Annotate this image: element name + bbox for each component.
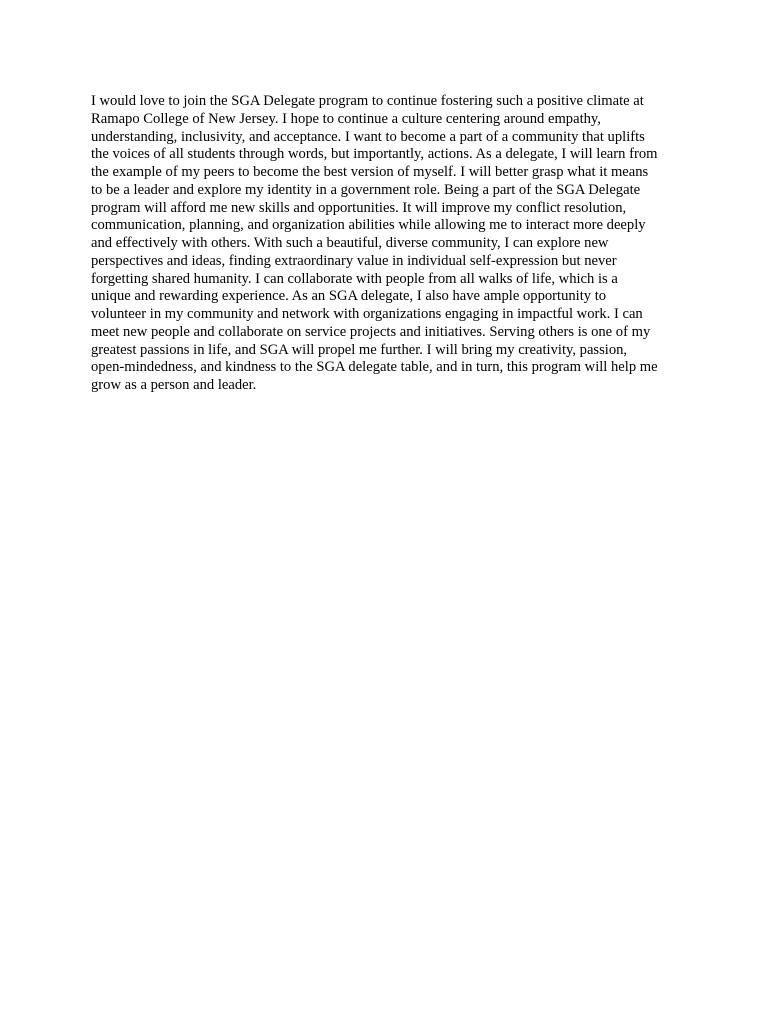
paragraph-line: the voices of all students through words, but importantly, actions. As a delegate, I will learn from: [91, 146, 658, 163]
paragraph-line: forgetting shared humanity. I can collaborate with people from all walks of life, which is a: [91, 270, 618, 287]
paragraph-line: I would love to join the SGA Delegate program to continue fostering such a positive climate at: [91, 93, 644, 109]
paragraph-line: greatest passions in life, and SGA will propel me further. I will bring my creativity, passion,: [91, 341, 628, 358]
paragraph-line: meet new people and collaborate on service projects and initiatives. Serving others is one of my: [91, 323, 651, 340]
paragraph-line: Ramapo College of New Jersey. I hope to continue a culture centering around empathy,: [91, 110, 601, 127]
paragraph-line: communication, planning, and organization abilities while allowing me to interact more deeply: [91, 217, 646, 234]
paragraph-line: open-mindedness, and kindness to the SGA delegate table, and in turn, this program will help me: [91, 359, 658, 376]
paragraph-line: volunteer in my community and network with organizations engaging in impactful work. I can: [91, 306, 643, 322]
paragraph-line: grow as a person and leader.: [91, 377, 257, 393]
paragraph-line: and effectively with others. With such a beautiful, diverse community, I can explore new: [91, 235, 609, 251]
paragraph-line: to be a leader and explore my identity in a government role. Being a part of the SGA Delegate: [91, 181, 641, 198]
paragraph-line: the example of my peers to become the best version of myself. I will better grasp what it means: [91, 164, 649, 180]
paragraph-line: unique and rewarding experience. As an SGA delegate, I also have ample opportunity to: [91, 288, 607, 305]
paragraph-line: program will afford me new skills and opportunities. It will improve my conflict resolution,: [91, 199, 627, 216]
essay-paragraph: [91, 93, 685, 395]
paragraph-line: perspectives and ideas, finding extraordinary value in individual self-expression but never: [91, 252, 617, 269]
paragraph-line: understanding, inclusivity, and acceptance. I want to become a part of a community that uplifts: [91, 128, 645, 145]
